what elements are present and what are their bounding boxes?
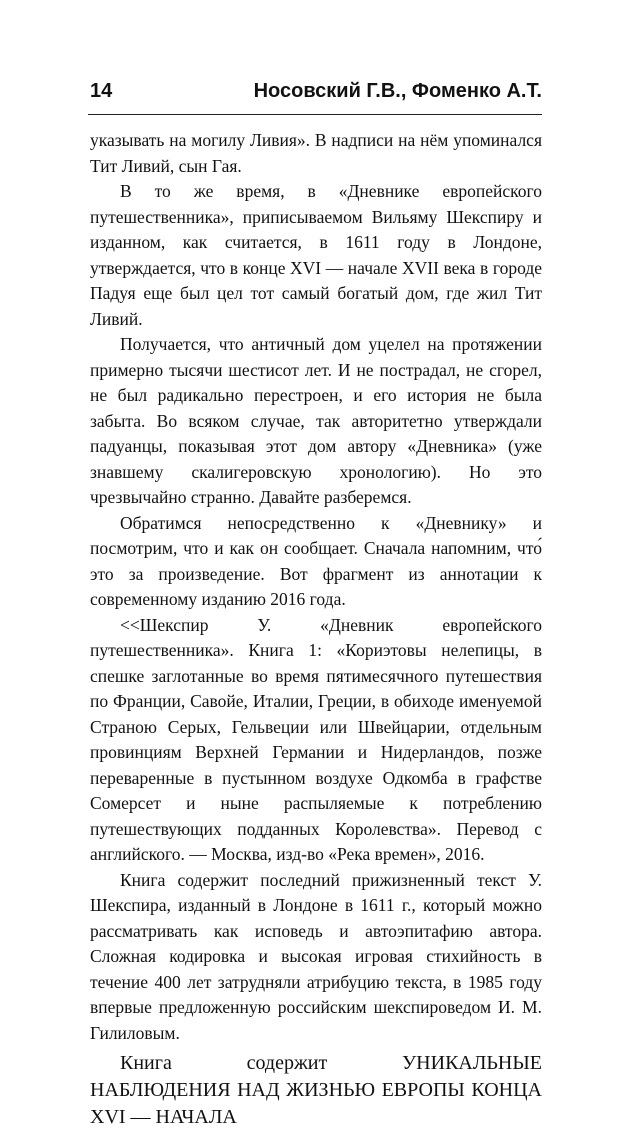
paragraph: указывать на могилу Ливия». В надписи на нём упоминался Тит Ливий, сын Гая. bbox=[90, 130, 542, 176]
paragraph: Получается, что античный дом уцелел на протяжении примерно тысячи шестисот лет. И не пострадал, не сгорел, не был радикально перестроен, и его история не была забыта. Во всяком случае, так авторитетно утверждали падуанцы, показывая этот дом автору «Дневника» (уже знавшему скалигеровскую хронологию). Но это чрезвычайно странно. Давайте разберемся. bbox=[90, 334, 542, 507]
header-rule bbox=[88, 114, 542, 115]
paragraph: В то же время, в «Дневнике европейского путешественника», приписываемом Вильяму Шекспиру и изданном, как считается, в 1611 году в Лондоне, утверждается, что в конце XVI — начале XVII века в городе Падуя еще был цел тот самый богатый дом, где жил Тит Ливий. bbox=[90, 181, 542, 329]
running-header bbox=[90, 80, 542, 110]
page-number: 14 bbox=[90, 80, 113, 102]
paragraph: Обратимся непосредственно к «Дневнику» и посмотрим, что и как он сообщает. Сначала напомним, что́ это за произведение. Вот фрагмент из аннотации к современному изданию 2016 года. bbox=[90, 512, 542, 609]
running-header-authors: Носовский Г.В., Фоменко А.Т. bbox=[253, 80, 542, 102]
paragraph-emphasis: Книга содержит УНИКАЛЬНЫЕ НАБЛЮДЕНИЯ НАД ЖИЗНЬЮ ЕВРОПЫ КОНЦА XVI — НАЧАЛА bbox=[90, 1052, 542, 1128]
paragraph: Книга содержит последний прижизненный текст У. Шекспира, изданный в Лондоне в 1611 г., который можно рассматривать как исповедь и автоэпитафию автора. Сложная кодировка и высокая игровая стихийность в течение 400 лет затрудняли атрибуцию текста, в 1985 году впервые предложенную российским шекспироведом И. М. Гилиловым. bbox=[90, 869, 542, 1043]
quoted-annotation: <<Шекспир У. «Дневник европейского путешественника». Книга 1: «Кориэтовы нелепицы, в спешке заглотанные во время пятимесячного путешествия по Франции, Савойе, Италии, Греции, в обиходе именуемой Страною Серых, Гельвеции или Швейцарии, отдельным провинциям Верхней Германии и Нидерландов, позже переваренные в пустынном воздухе Одкомба в графстве Сомерсет и ныне распыляемые к потреблению путешествующих подданных Королевства». Перевод с английского. — Москва, изд-во «Река времен», 2016. bbox=[90, 614, 542, 864]
page-body bbox=[90, 128, 542, 1131]
